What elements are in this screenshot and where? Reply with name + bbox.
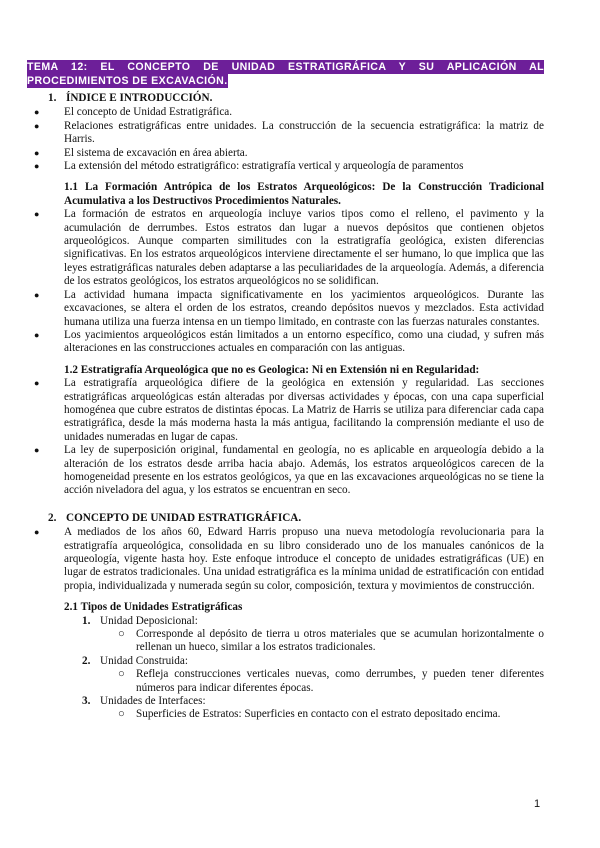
section-2-number: 2. bbox=[48, 511, 57, 524]
subsection-2-1-heading: 2.1 Tipos de Unidades Estratigráficas bbox=[64, 601, 243, 614]
bullet-icon: ● bbox=[34, 378, 40, 389]
bullet-icon: ● bbox=[34, 329, 40, 340]
list-item: ● El concepto de Unidad Estratigráfica. bbox=[34, 106, 233, 119]
list-item: ● La estratigrafía arqueológica difiere de la geológica en extensión y regularidad. Las secciones estratigráficas arqueológicas están alteradas por diversas actividades y épocas, con una capa superficial homogénea que cubre estratos de distintas épocas. La Matriz de Harris se utiliza para diferenciar cada capa estratigráfica, desde la más moderna hasta la más antigua, facilitando la comprensión mediante el uso de unidades numeradas en lugar de capas. bbox=[34, 377, 544, 443]
circle-bullet-icon: ○ bbox=[118, 668, 125, 681]
page-number: 1 bbox=[534, 798, 541, 810]
list-item: ● La actividad humana impacta significativamente en los yacimientos arqueológicos. Durante las excavaciones, se altera el orden de los estratos, creando depósitos nuevos y mezclados. Esta actividad humana utiliza una fuerza intensa en un tiempo limitado, en contraste con las fuerzas naturales constantes. bbox=[34, 288, 544, 328]
bullet-icon: ● bbox=[34, 120, 40, 131]
numbered-item: 1. Unidad Deposicional: bbox=[82, 614, 198, 627]
section-2-list bbox=[28, 526, 544, 593]
numbered-item: 2. Unidad Construida: bbox=[82, 654, 188, 667]
bullet-icon: ● bbox=[34, 107, 40, 118]
list-item: ● La formación de estratos en arqueología incluye varios tipos como el relleno, el pavimento y la acumulación de derrumbes. Estos estratos dan lugar a nuevos depósitos que contienen objetos arqueológicos. Aunque comparten similitudes con la estratigrafía geológica, existen diferencias significativas. En los estratos arqueológicos interviene directamente el ser humano, lo que implica que las leyes estratigráficas naturales deben adaptarse a las peculiaridades de la arqueología. Además, a diferencia de los estratos geológicos, los estratos arqueológicos no se solidifican. bbox=[34, 208, 544, 288]
list-item: ● La ley de superposición original, fundamental en geología, no es aplicable en arqueología debido a la alteración de los estratos desde arriba hacia abajo. Además, los estratos arqueológicos carecen de la homogeneidad presente en los estratos geológicos, ya que en las excavaciones arqueológicas no se tiene la acción niveladora del agua, y los estratos se encuentran en seco. bbox=[34, 444, 544, 497]
bullet-icon: ● bbox=[34, 147, 40, 158]
list-item: ● La extensión del método estratigráfico: estratigrafía vertical y arqueología de paramentos bbox=[34, 160, 464, 173]
list-item: ● El sistema de excavación en área abierta. bbox=[34, 146, 248, 159]
bullet-icon: ● bbox=[34, 209, 40, 220]
list-item: ● A mediados de los años 60, Edward Harris propuso una nueva metodología revolucionaria para la estratigrafía arqueológica, consolidada en su libro considerado uno de los manuales canónicos de la arqueología, vigente hasta hoy. Este enfoque introduce el concepto de unidades estratigráficas (UE) en lugar de estratos tradicionales. Una unidad estratigráfica es la mínima unidad de estratificación con entidad propia, individualizada y numerada según su color, composición, textura y movimientos de construcción. bbox=[34, 526, 544, 592]
subsection-1-2-heading: 1.2 Estratigrafía Arqueológica que no es Geologica: Ni en Extensión ni en Regularidad: bbox=[64, 363, 480, 376]
bullet-icon: ● bbox=[34, 161, 40, 172]
bullet-icon: ● bbox=[34, 527, 40, 538]
bullet-icon: ● bbox=[34, 445, 40, 456]
numbered-item: 3. Unidades de Interfaces: bbox=[82, 695, 206, 708]
sub-list-item: ○ Refleja construcciones verticales nuevas, como derrumbes, y pueden tener diferentes números para indicar diferentes épocas. bbox=[118, 668, 544, 694]
sub-list-item: ○ Corresponde al depósito de tierra u otros materiales que se acumulan horizontalmente o rellenan un hueco, similar a los estratos tradicionales. bbox=[118, 628, 544, 654]
section-1-index-list bbox=[28, 106, 544, 173]
circle-bullet-icon: ○ bbox=[118, 708, 125, 721]
list-item: ● Los yacimientos arqueológicos están limitados a un entorno específico, como una ciudad, y sufren más alteraciones en las construcciones actuales en comparación con las antiguas. bbox=[34, 328, 544, 355]
circle-bullet-icon: ○ bbox=[118, 628, 125, 641]
section-2-heading bbox=[48, 512, 544, 525]
section-1-number: 1. bbox=[48, 92, 57, 104]
document-body bbox=[28, 92, 544, 722]
bullet-icon: ● bbox=[34, 289, 40, 300]
subsection-1-1-list bbox=[28, 208, 544, 355]
document-title: TEMA 12: EL CONCEPTO DE UNIDAD ESTRATIGRÁFICA Y SU APLICACIÓN AL PROCEDIMIENTOS DE EXCAVACIÓN. bbox=[27, 61, 544, 87]
section-2-title: CONCEPTO DE UNIDAD ESTRATIGRÁFICA. bbox=[66, 511, 302, 524]
subsection-1-1-heading: 1.1 La Formación Antrópica de los Estratos Arqueológicos: De la Construcción Tradicional Acumulativa a los Destructivos Procedimientos Naturales. bbox=[64, 181, 544, 207]
list-item: ● Relaciones estratigráficas entre unidades. La construcción de la secuencia estratigráfica: la matriz de Harris. bbox=[34, 119, 544, 146]
section-1-heading bbox=[48, 92, 544, 105]
sub-list-item: ○ Superficies de Estratos: Superficies en contacto con el estrato depositado encima. bbox=[118, 708, 501, 721]
section-1-title: ÍNDICE E INTRODUCCIÓN. bbox=[66, 92, 213, 104]
subsection-1-2-list bbox=[28, 377, 544, 498]
